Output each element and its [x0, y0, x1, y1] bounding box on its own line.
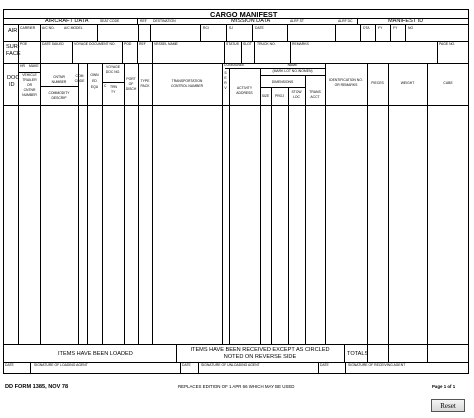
rule-sur-5 [152, 41, 153, 63]
field-fy2[interactable]: FY [393, 26, 398, 30]
rule-col-5 [124, 63, 125, 344]
rule-sur-10 [437, 41, 438, 63]
rule-col-4 [102, 63, 103, 344]
section-mission-data: MISSION DATA [231, 18, 271, 24]
field-acno[interactable]: A/C NO. [42, 26, 55, 30]
col-voyage-1: VOYAGE [105, 65, 121, 69]
rule-air-12 [390, 24, 391, 41]
footer-sig-unloading[interactable]: SIGNATURE OF UNLOADING AGENT [201, 363, 260, 367]
col-own-2: ED [92, 79, 97, 83]
form-title: CARGO MANIFEST [210, 10, 278, 19]
col-serv-letters: S E R V [224, 71, 227, 90]
col-stow-1: STOW [291, 90, 302, 94]
field-alrf-dc[interactable]: ALRF DC [338, 19, 353, 23]
col-activity-1: ACTIVITY [236, 86, 253, 90]
footer-date-1[interactable]: DATE [5, 363, 14, 367]
col-activity-2: ADDRESS [236, 91, 253, 95]
rule-foot-5 [427, 344, 428, 362]
footer-received-1: ITEMS HAVE BEEN RECEIVED EXCEPT AS CIRCLED [190, 347, 330, 353]
field-sj[interactable]: SJ [229, 26, 233, 30]
field-dta[interactable]: DTA [363, 26, 370, 30]
field-carrier[interactable]: CARRIER [20, 26, 36, 30]
form-number: DD FORM 1385, NOV 78 [5, 384, 69, 390]
col-consignee: CONSIGNEE [224, 63, 245, 67]
field-alrf-st[interactable]: ALRF ST [290, 19, 304, 23]
col-commodity-1: COMMODITY [48, 91, 70, 95]
form-page: Page 1 of 1 [432, 384, 456, 389]
rule-label-col [18, 24, 19, 344]
rule-foot-2 [344, 344, 345, 362]
rule-sur-8 [254, 41, 255, 63]
col-trans-1: TRANS [309, 90, 321, 94]
footer-totals: TOTALS [347, 351, 369, 357]
field-acmodel[interactable]: A/C MODEL [64, 26, 83, 30]
label-air: AIR [8, 28, 18, 34]
col-voyage-5: TY [111, 90, 116, 94]
col-stow-2: LOC [293, 95, 300, 99]
rule-sur-3 [122, 41, 123, 63]
col-vehicle-5: NUMBER [22, 93, 37, 97]
field-fy[interactable]: FY [378, 26, 383, 30]
footer-items-loaded: ITEMS HAVE BEEN LOADED [58, 351, 133, 357]
rule-col-16 [388, 63, 389, 344]
rule-col-13 [305, 75, 306, 344]
label-doc-2: ID [9, 82, 15, 88]
rule-col-1 [40, 63, 41, 344]
col-trans-2: ACCT [310, 95, 320, 99]
rule-col-17 [427, 63, 428, 344]
field-poe[interactable]: POE [20, 42, 28, 46]
label-doc-1: DOC [7, 75, 20, 81]
col-make: MAKE [29, 64, 39, 68]
col-tcn-1: TRANSPORTATION [171, 79, 203, 83]
rule-sur-4 [137, 41, 138, 63]
section-manifest-id: MANIFEST ID [388, 18, 424, 24]
rule-col-8 [222, 63, 223, 344]
col-port-3: DISCH [125, 87, 137, 91]
rule-air-6 [226, 24, 227, 41]
rule-sur-1 [40, 41, 41, 63]
rule-cntnr [40, 86, 78, 87]
rule-body-bottom [3, 344, 469, 345]
col-dimensions: DIMENSIONS [271, 80, 294, 84]
rule-col-3 [87, 63, 88, 344]
rule-header-bottom [3, 105, 469, 106]
field-air-ref[interactable]: REF [140, 19, 147, 23]
col-cntnr-1: CNTNR [53, 75, 65, 79]
col-proj: PROJ [274, 94, 285, 98]
rule-sec-2 [357, 18, 358, 24]
rule-foot-7 [180, 362, 181, 374]
col-cube: CUBE [443, 81, 453, 85]
col-vehicle-1: VEHICLE [22, 73, 37, 77]
rule-air-3 [138, 24, 139, 41]
rule-air-9 [335, 24, 336, 41]
col-port-2: OF [128, 82, 134, 86]
col-com-2: CODE [74, 79, 85, 83]
rule-air-7 [252, 24, 253, 41]
section-aircraft-data: AIRCRAFT DATA [45, 18, 89, 24]
footer-sig-loading[interactable]: SIGNATURE OF LOADING AGENT [34, 363, 88, 367]
field-seat-code[interactable]: SEAT CODE [100, 19, 120, 23]
rule-air-5 [200, 24, 201, 41]
col-vehicle-2: TRAILER [22, 78, 37, 82]
col-type-1: TYPE [140, 79, 150, 83]
rule-foot-9 [318, 362, 319, 374]
footer-sig-receiving[interactable]: SIGNATURE OF RECEIVING AGENT [348, 363, 406, 367]
col-name: NAME [287, 63, 298, 67]
form-replaces: REPLACES EDITION OF 1 APR 66 WHICH MAY BE USED [178, 384, 295, 389]
rule-air-10 [360, 24, 361, 41]
col-voyage-3: C [104, 84, 107, 88]
rule-col-11 [271, 87, 272, 344]
col-com-1: COM [75, 74, 84, 78]
rule-col-12 [288, 87, 289, 344]
label-surface-1: SUR- [6, 44, 20, 50]
rule-sur-9 [290, 41, 291, 63]
col-voyage-4: TRN [110, 85, 117, 89]
field-voyage-doc[interactable]: VOYAGE DOCUMENT NO. [74, 42, 116, 46]
col-hr: HR [20, 64, 25, 68]
rule-col-9 [229, 68, 230, 344]
rule-air-13 [405, 24, 406, 41]
footer-received-2: NOTED ON REVERSE SIDE [223, 354, 297, 360]
rule-col-7 [152, 63, 153, 344]
col-cntnr-2: NUMBER [51, 80, 67, 84]
col-vehicle-3: OR [26, 83, 33, 87]
rule-foot-6 [30, 362, 31, 374]
field-pod[interactable]: POD [124, 42, 132, 46]
col-vehicle-4: CNTNR [23, 88, 36, 92]
rule-air-2 [97, 24, 98, 41]
field-destination[interactable]: DESTINATION [153, 19, 176, 23]
rule-foot-8 [198, 362, 199, 374]
field-status[interactable]: STATUS [226, 42, 239, 46]
rule-dimensions [260, 87, 305, 88]
field-slot[interactable]: SLOT [243, 42, 252, 46]
rule-foot-4 [388, 344, 389, 362]
field-date-sailed[interactable]: DATE SAILED [42, 42, 64, 46]
col-weight: WEIGHT [400, 81, 415, 85]
col-own-1: OWN [90, 73, 99, 77]
rule-col-15 [367, 63, 368, 344]
rule-air-11 [375, 24, 376, 41]
col-port-1: PORT [126, 77, 136, 81]
rule-sur-7 [241, 41, 242, 63]
col-voyage-2: DOC NO. [105, 70, 121, 74]
rule-col-2 [78, 63, 79, 344]
rule-mark-lot [260, 75, 325, 76]
rule-air-4 [150, 24, 151, 41]
col-ident-2: OR REMARKS [334, 83, 358, 87]
col-own-3: EQU [90, 85, 99, 89]
field-page-no[interactable]: PAGE NO. [439, 42, 456, 46]
col-size: SIZE [261, 94, 270, 98]
footer-date-2[interactable]: DATE [182, 363, 191, 367]
footer-date-3[interactable]: DATE [320, 363, 329, 367]
rule-air-1 [40, 24, 41, 41]
rule-col-6 [138, 63, 139, 344]
rule-col-10 [260, 68, 261, 344]
field-rci[interactable]: RCI [203, 26, 209, 30]
field-air-date[interactable]: DATE [255, 26, 264, 30]
rule-foot-10 [345, 362, 346, 374]
reset-button[interactable]: Reset [431, 399, 465, 412]
col-commodity-2: DESCRIP [51, 96, 67, 100]
field-sur-ref[interactable]: REF [139, 42, 146, 46]
label-surface-2: FACE [6, 51, 21, 57]
rule-sur-6 [224, 41, 225, 63]
col-type-2: PACK [140, 84, 150, 88]
rule-sur-2 [72, 41, 73, 63]
field-remarks[interactable]: REMARKS [292, 42, 309, 46]
field-truck-no[interactable]: TRUCK NO. [257, 42, 276, 46]
rule-air-8 [287, 24, 288, 41]
col-tcn-2: CONTROL NUMBER [170, 84, 204, 88]
col-mark-lot: (MARK LOT NO./NOMEN) [272, 69, 313, 73]
field-vessel-name[interactable]: VESSEL NAME [154, 42, 178, 46]
col-pieces: PIECES [371, 81, 384, 85]
rule-col-14 [325, 63, 326, 344]
field-no[interactable]: NO [408, 26, 414, 30]
col-ident-1: IDENTIFICATION NO. [329, 78, 363, 82]
rule-voyage [102, 82, 124, 83]
